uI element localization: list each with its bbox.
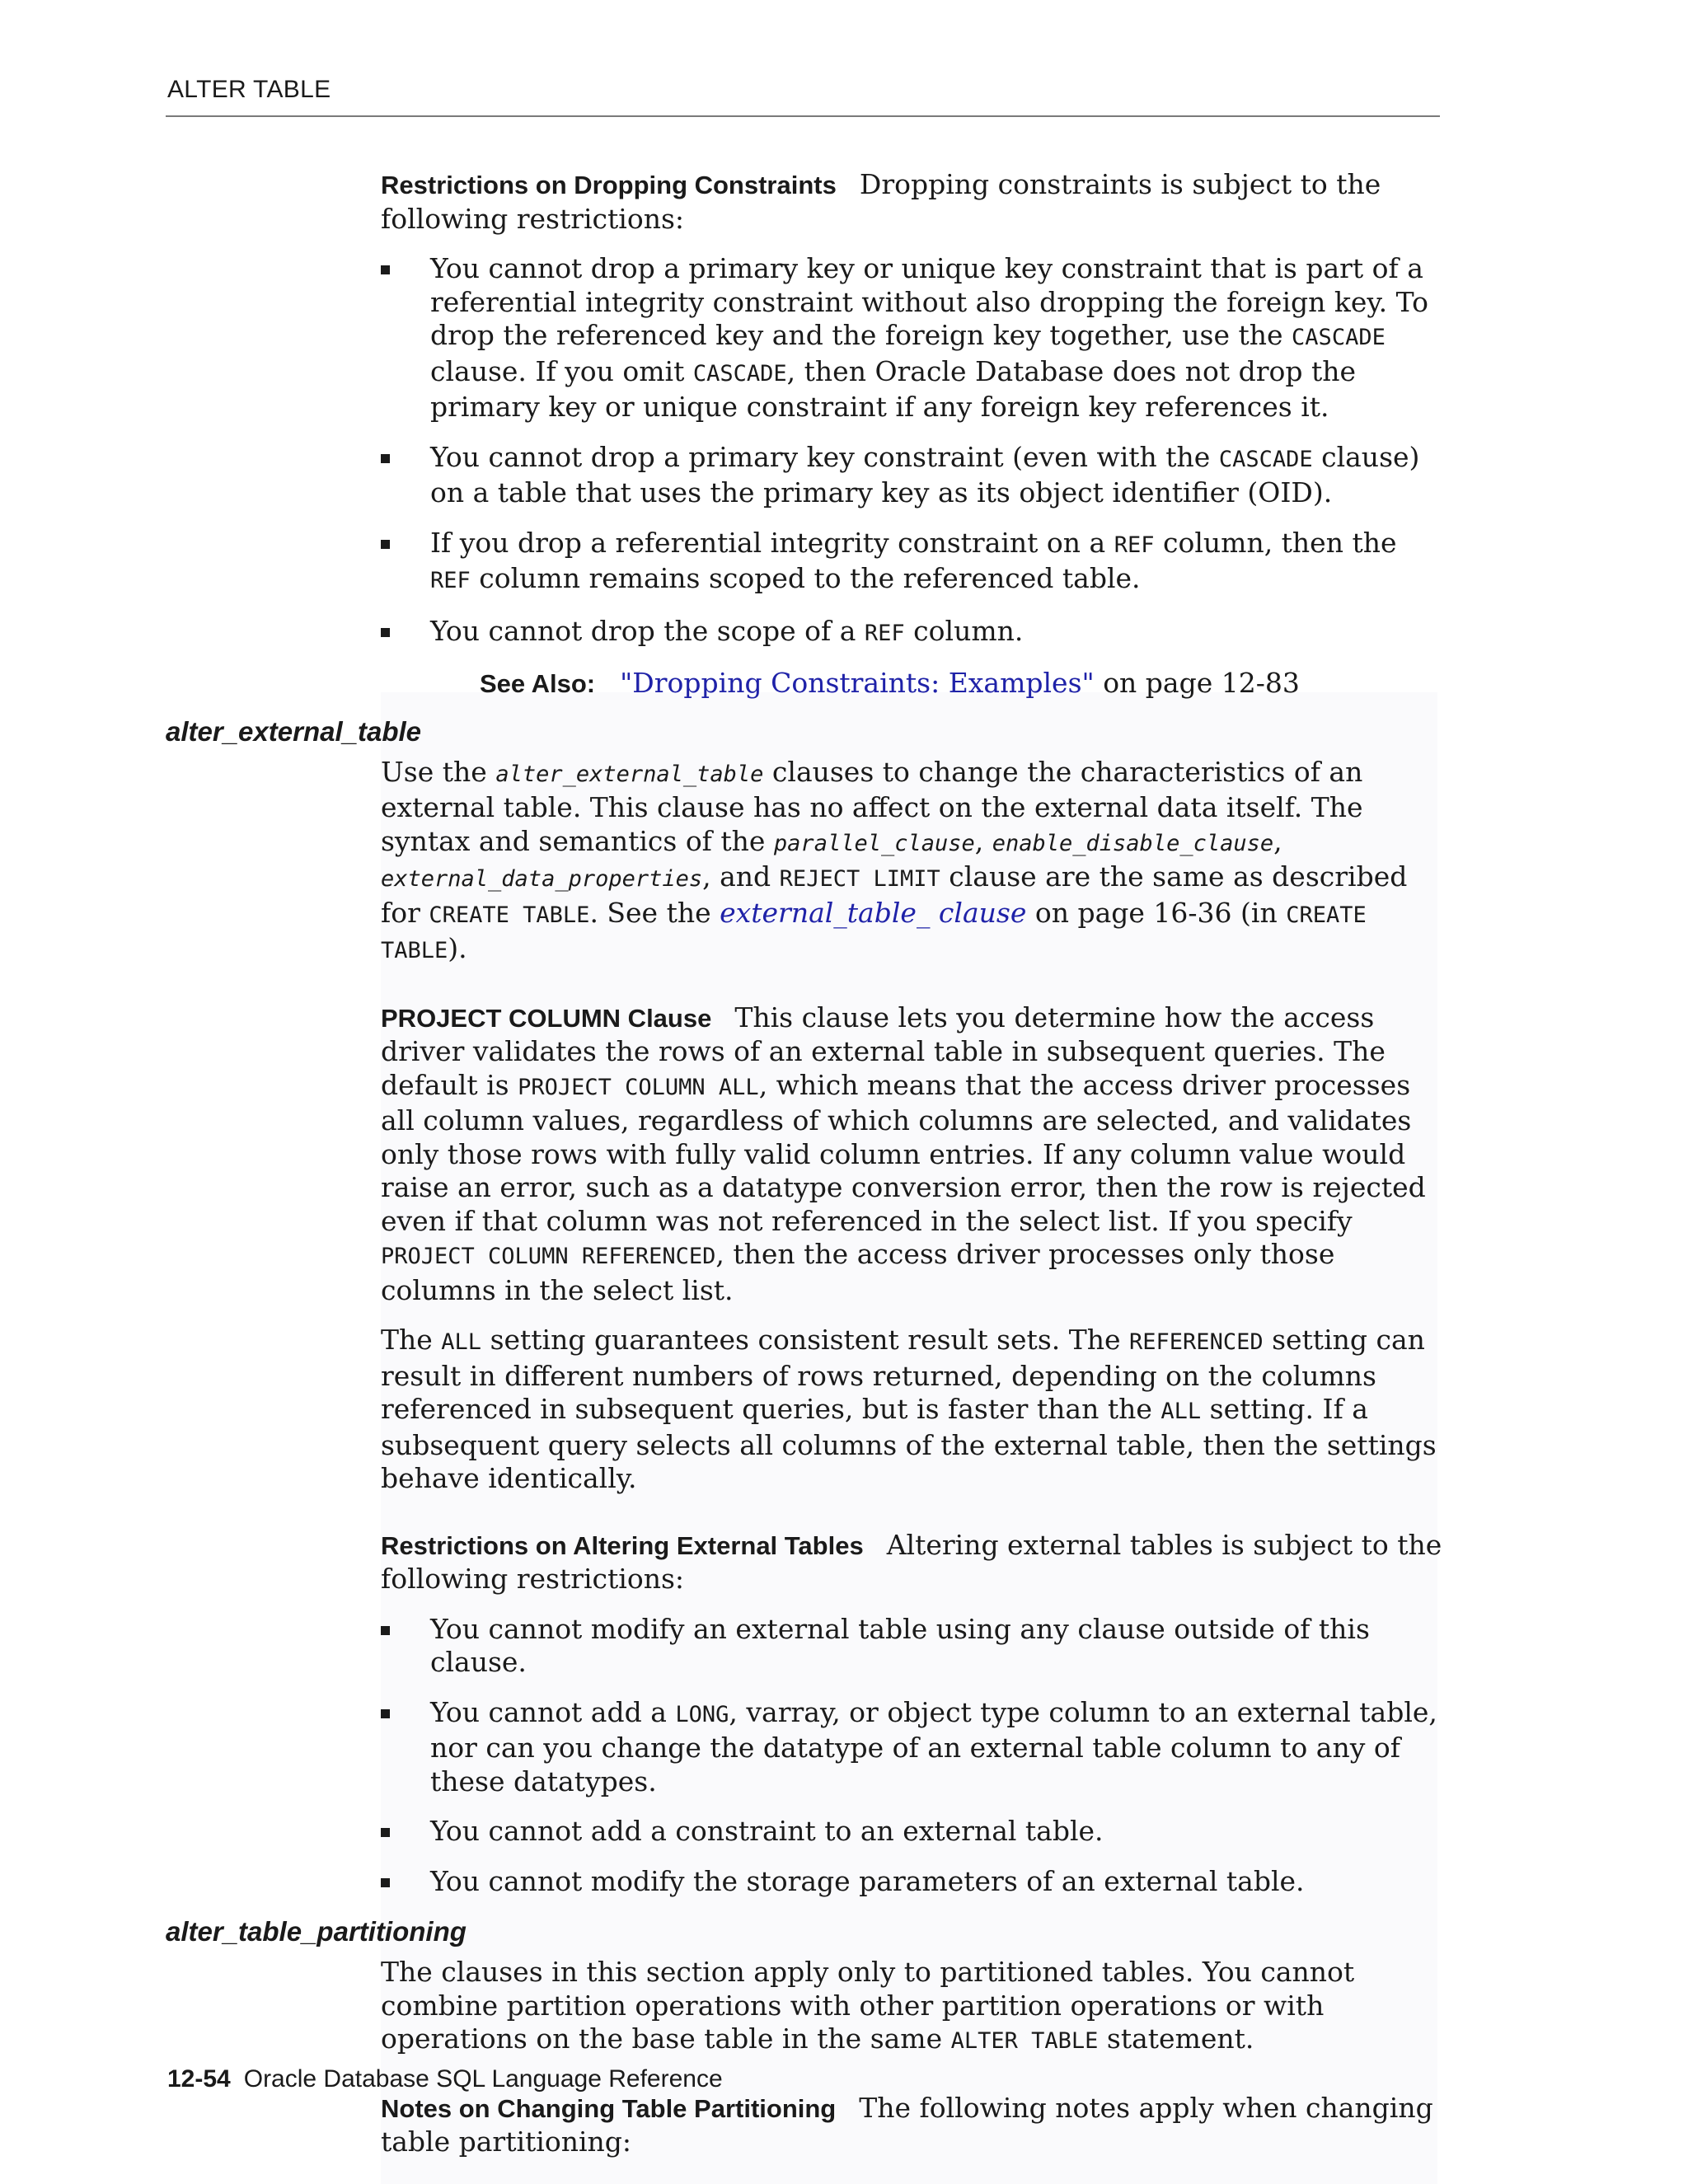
bullet-icon — [381, 1626, 390, 1635]
list-item: If you drop a referential integrity constraint on a REF column, then the REF column remains scoped to the referenced table. — [381, 527, 1444, 598]
list-item: You cannot add a LONG, varray, or object type column to an external table, nor can you change the datatype of an external table column to any of these datatypes. — [381, 1696, 1444, 1799]
all-setting-paragraph: The ALL setting guarantees consistent result sets. The REFERENCED setting can result in different numbers of rows returned, depending on the columns referenced in subsequent queries, but is faster than the ALL setting. If a subsequent query selects all columns of the external table, then the settings behave identically. — [381, 1324, 1437, 1494]
external-restrictions-intro: Restrictions on Altering External Tables Altering external tables is subject to the following restrictions: — [381, 1528, 1442, 1595]
list-item: You cannot modify an external table using any clause outside of this clause. — [381, 1613, 1444, 1680]
list-item: You cannot drop a primary key constraint (even with the CASCADE clause) on a table that uses the primary key as its object identifier (OID). — [381, 441, 1444, 510]
bullet-icon — [381, 1828, 390, 1837]
list-item: You cannot modify the storage parameters of an external table. — [381, 1865, 1444, 1899]
drop-restrictions-list — [381, 252, 1444, 650]
page-footer — [167, 2065, 723, 2093]
bullet-icon — [381, 454, 390, 463]
alter-external-table-heading: alter_external_table — [166, 715, 422, 747]
drop-restrictions-heading: Restrictions on Dropping Constraints — [381, 171, 837, 199]
page-number: 12-54 — [167, 2065, 231, 2093]
drop-restrictions-intro: Restrictions on Dropping Constraints Dropping constraints is subject to the following restrictions: — [381, 168, 1381, 235]
project-column-heading: PROJECT COLUMN Clause — [381, 1003, 712, 1033]
list-item: You cannot drop the scope of a REF column. — [381, 615, 1444, 651]
see-also-note: See Also: "Dropping Constraints: Examples" on page 12-83 — [480, 667, 1300, 699]
partitioning-notes: Notes on Changing Table Partitioning The following notes apply when changing table partitioning: — [381, 2091, 1433, 2158]
running-header: ALTER TABLE — [167, 76, 331, 103]
external-restrictions-list — [381, 1613, 1444, 1899]
bullet-icon — [381, 540, 390, 549]
dropping-constraints-examples-link[interactable]: "Dropping Constraints: Examples" — [620, 667, 1095, 699]
alter-table-partitioning-heading: alter_table_partitioning — [166, 1916, 467, 1947]
header-rule — [166, 115, 1440, 117]
external-table-clause-link[interactable]: external_table_ clause — [720, 896, 1027, 929]
partitioning-notes-heading: Notes on Changing Table Partitioning — [381, 2093, 837, 2123]
bullet-icon — [381, 265, 390, 274]
see-also-label: See Also: — [480, 669, 596, 698]
bullet-icon — [381, 1709, 390, 1718]
list-item: You cannot add a constraint to an external table. — [381, 1815, 1444, 1849]
list-item: You cannot drop a primary key or unique key constraint that is part of a referential integrity constraint without also dropping the foreign key. To drop the referenced key and the foreign key together, use the CASCADE clause. If you omit CASCADE, then Oracle Database does not drop the primary key or unique constraint if any foreign key references it. — [381, 252, 1444, 424]
partitioning-intro: The clauses in this section apply only to partitioned tables. You cannot combine partition operations with other partition operations or with operations on the base table in the same ALTER TABLE statement. — [381, 1956, 1355, 2055]
alter-external-intro: Use the alter_external_table clauses to change the characteristics of an external table. This clause has no affect on the external data itself. The syntax and semantics of the parallel_clause, enable_disable_clause, external_data_properties, and REJECT LIMIT clause are the same as described for CREATE TABLE. See the external_table_ clause on page 16-36 (in CREATE TABLE). — [381, 755, 1408, 964]
project-column-clause: PROJECT COLUMN Clause This clause lets you determine how the access driver validates the rows of an external table in subsequent queries. The default is PROJECT COLUMN ALL, which means that the access driver processes all column values, regardless of which columns are selected, and validates only those rows with fully valid column entries. If any column value would raise an error, such as a datatype conversion error, then the row is rejected even if that column was not referenced in the select list. If you specify PROJECT COLUMN REFERENCED, then the access driver processes only those columns in the select list. — [381, 1001, 1426, 1306]
bullet-icon — [381, 628, 390, 637]
external-restrictions-heading: Restrictions on Altering External Tables — [381, 1530, 864, 1560]
book-title: Oracle Database SQL Language Reference — [243, 2065, 723, 2093]
bullet-icon — [381, 1878, 390, 1887]
